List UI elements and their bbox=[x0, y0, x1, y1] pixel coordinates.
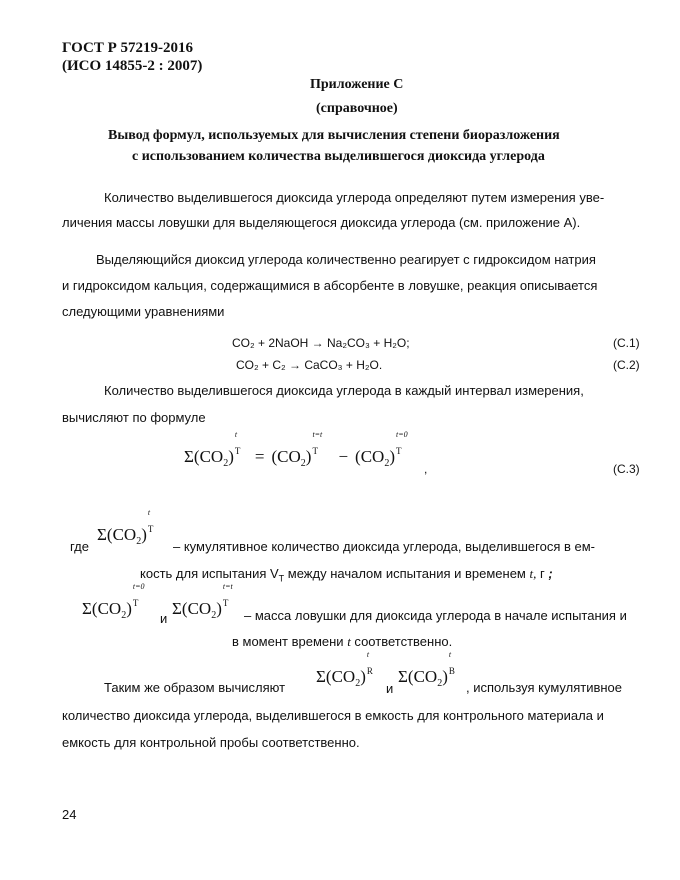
sup-t: t bbox=[366, 650, 370, 659]
sup-t: t bbox=[448, 650, 452, 659]
sub-T: T bbox=[222, 598, 229, 608]
sup-t: t bbox=[234, 430, 238, 439]
paragraph-1-line1: Количество выделившегося диоксида углерода определяют путем измерения уве- bbox=[104, 190, 605, 205]
sub-T: T bbox=[312, 446, 318, 456]
vessel-subscript: T bbox=[278, 573, 285, 584]
sigma-symbol: Σ bbox=[97, 525, 107, 544]
formula-reference-material: $\Sigma(CO_2)$ t R bbox=[316, 650, 373, 690]
definition-1-line1: – кумулятивное количество диоксида углерода, выделившегося в ем- bbox=[173, 539, 595, 554]
annex-kind: (справочное) bbox=[316, 101, 398, 116]
sub-T: T bbox=[147, 524, 154, 534]
sup-t-eq-0: t=0 bbox=[396, 430, 408, 439]
co2-subscript: 2 bbox=[384, 458, 390, 470]
sigma-symbol: Σ bbox=[398, 667, 408, 686]
co2-subscript: 2 bbox=[223, 458, 229, 470]
page-number: 24 bbox=[62, 807, 77, 822]
paragraph-2-line3: следующими уравнениями bbox=[62, 304, 225, 319]
formula-c3-comma: , bbox=[424, 462, 428, 476]
paragraph-2-line2: и гидроксидом кальция, содержащимися в абсорбенте в ловушке, реакция описывается bbox=[62, 278, 598, 293]
definition-2-line2 bbox=[232, 634, 452, 650]
co2-text: CO bbox=[187, 599, 212, 618]
standard-iso-ref: (ИСО 14855-2 : 2007) bbox=[62, 58, 203, 74]
time-variable: t, bbox=[529, 566, 537, 581]
minus-sign: − bbox=[338, 447, 349, 466]
formula-c3: $\Sigma(CO_2)$ t T = $(CO_2)$ t=t T − $(CO_2)$ t=0 T bbox=[184, 430, 408, 470]
unit-gram: г bbox=[536, 566, 549, 581]
co2-text: CO bbox=[413, 667, 438, 686]
final-line1-a: Таким же образом вычисляют bbox=[104, 680, 286, 695]
semicolon: ; bbox=[548, 566, 553, 581]
time-variable: t bbox=[347, 634, 351, 649]
annex-title: Приложение С bbox=[310, 77, 404, 92]
annex-heading-line1: Вывод формул, используемых для вычисления степени биоразложения bbox=[108, 128, 560, 143]
co2-text: CO bbox=[199, 447, 224, 466]
standard-number: ГОСТ Р 57219-2016 bbox=[62, 40, 194, 56]
equation-c2-number: (C.2) bbox=[613, 358, 640, 372]
definition-2-text-a: в момент времени bbox=[232, 634, 348, 649]
equation-c1-number: (C.1) bbox=[613, 336, 640, 350]
sub-R: R bbox=[366, 666, 373, 676]
where-label: где bbox=[70, 539, 89, 554]
sigma-symbol: Σ bbox=[82, 599, 92, 618]
equation-c3-number: (C.3) bbox=[613, 462, 640, 476]
formula-blank: $\Sigma(CO_2)$ t B bbox=[398, 650, 455, 690]
annex-heading-line2: с использованием количества выделившегося диоксида углерода bbox=[132, 149, 545, 164]
co2-subscript: 2 bbox=[437, 678, 443, 690]
sub-T: T bbox=[234, 446, 241, 456]
and-word: и bbox=[160, 611, 168, 626]
and-word: и bbox=[386, 681, 394, 696]
co2-subscript: 2 bbox=[211, 610, 217, 622]
sigma-symbol: Σ bbox=[184, 447, 194, 466]
paragraph-1-line2: личения массы ловушки для выделяющегося диоксида углерода (см. приложение А). bbox=[62, 215, 581, 230]
sup-t-eq-t: t=t bbox=[222, 582, 233, 591]
equation-c1: CO₂ + 2NaOH → Na₂CO₃ + H₂O; bbox=[232, 336, 410, 350]
co2-text: CO bbox=[97, 599, 122, 618]
co2-subscript: 2 bbox=[300, 458, 306, 470]
definition-1-text-b: между началом испытания и временем bbox=[284, 566, 530, 581]
equation-c2: CO₂ + C₂ → CaCO₃ + H₂O. bbox=[236, 358, 383, 372]
definition-2-line1: – масса ловушки для диоксида углерода в начале испытания и bbox=[244, 608, 627, 623]
sigma-symbol: Σ bbox=[172, 599, 182, 618]
sub-T: T bbox=[132, 598, 139, 608]
equals-sign: = bbox=[254, 447, 265, 466]
sigma-symbol: Σ bbox=[316, 667, 326, 686]
definition-2-text-b: соответственно. bbox=[350, 634, 453, 649]
final-line2: количество диоксида углерода, выделившегося в емкость для контрольного материала и bbox=[62, 708, 604, 723]
co2-subscript: 2 bbox=[121, 610, 127, 622]
paragraph-2-line1: Выделяющийся диоксид углерода количественно реагирует с гидроксидом натрия bbox=[96, 252, 596, 267]
formula-mass-at-t: $\Sigma(CO_2)$ t=t T bbox=[172, 582, 233, 622]
sup-t-eq-t: t=t bbox=[312, 430, 323, 439]
sup-t-eq-0: t=0 bbox=[132, 582, 145, 591]
co2-subscript: 2 bbox=[136, 536, 142, 548]
co2-text: CO bbox=[331, 667, 356, 686]
sub-T: T bbox=[396, 446, 402, 456]
definition-1-text-a: кость для испытания V bbox=[140, 566, 279, 581]
paragraph-3-line1: Количество выделившегося диоксида углерода в каждый интервал измерения, bbox=[104, 383, 584, 398]
formula-cumulative-co2: $\Sigma(CO_2)$ t T bbox=[97, 508, 154, 548]
co2-text: CO bbox=[277, 447, 301, 466]
co2-text: CO bbox=[112, 525, 137, 544]
paragraph-3-line2: вычисляют по формуле bbox=[62, 410, 206, 425]
co2-text: CO bbox=[360, 447, 385, 466]
sup-t: t bbox=[147, 508, 151, 517]
sub-B: B bbox=[448, 666, 455, 676]
definition-1-line2 bbox=[140, 566, 553, 584]
formula-initial-mass: $\Sigma(CO_2)$ t=0 T bbox=[82, 582, 145, 622]
final-line3: емкость для контрольной пробы соответственно. bbox=[62, 735, 360, 750]
co2-subscript: 2 bbox=[355, 678, 361, 690]
final-line1-b: , используя кумулятивное bbox=[466, 680, 623, 695]
